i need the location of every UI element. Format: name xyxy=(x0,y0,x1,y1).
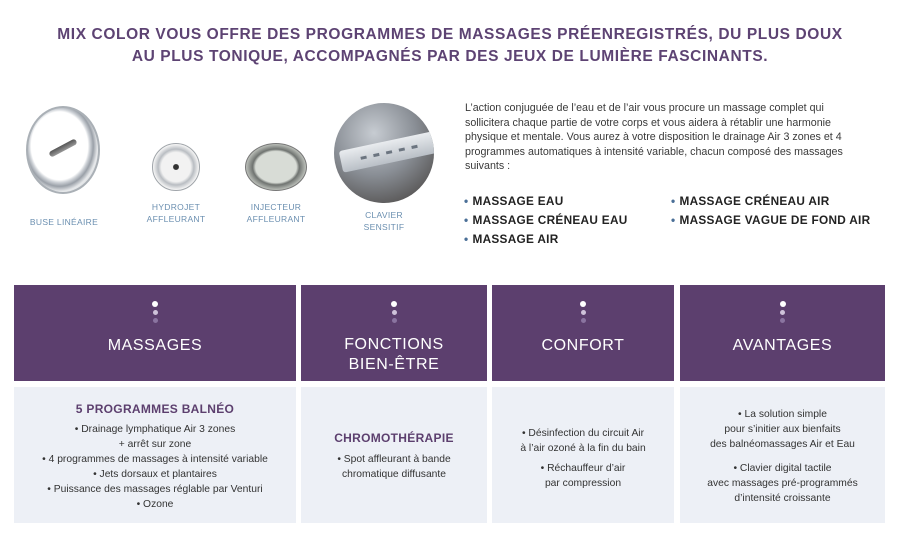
feature-images xyxy=(0,103,450,243)
column-title-2: BIEN-ÊTRE xyxy=(348,356,440,373)
column-line: • Désinfection du circuit Air xyxy=(521,428,645,439)
column-body xyxy=(14,387,296,523)
column-line: avec massages pré-programmés xyxy=(707,478,858,489)
column-line: + arrêt sur zone xyxy=(118,439,192,450)
injecteur-icon xyxy=(245,143,307,191)
column-header xyxy=(14,285,296,381)
headline xyxy=(0,24,900,68)
column-line: • Jets dorsaux et plantaires xyxy=(93,469,217,480)
feature-caption: BUSE LINÉAIRE xyxy=(29,217,99,227)
column-header xyxy=(492,285,674,381)
column-fonctions-bien-etre xyxy=(301,285,487,523)
column-line: • Spot affleurant à bande xyxy=(337,454,451,465)
hydrojet-icon xyxy=(152,143,200,191)
column-massages xyxy=(14,285,296,523)
dots-icon xyxy=(780,301,786,326)
column-title: FONCTIONS xyxy=(344,336,444,353)
feature-injecteur xyxy=(232,143,320,225)
column-line: • 4 programmes de massages à intensité variable xyxy=(42,454,268,465)
massage-item: • MASSAGE VAGUE DE FOND AIR xyxy=(671,213,871,227)
column-line: chromatique diffusante xyxy=(342,469,446,480)
feature-caption: HYDROJET AFFLEURANT xyxy=(146,202,206,224)
column-header xyxy=(301,285,487,381)
column-subtitle: 5 PROGRAMMES BALNÉO xyxy=(75,402,235,416)
column-line: par compression xyxy=(544,478,622,489)
column-line: • Puissance des massages réglable par Venturi xyxy=(47,484,263,495)
feature-caption: INJECTEUR AFFLEURANT xyxy=(246,202,306,224)
intro-paragraph: L’action conjuguée de l’eau et de l’air vous procure un massage complet qui sollicitera chaque partie de votre corps et vous aidera à rétablir une harmonie physique et mentale. Vous aurez à votre disposition le drainage Air 3 zones et 4 programmes automatiques à intensité variable, chacun composé des massages suivants : xyxy=(465,102,843,173)
column-body xyxy=(680,387,885,523)
buse-lineaire-icon xyxy=(26,106,100,194)
column-line: à l’air ozoné à la fin du bain xyxy=(520,443,646,454)
massage-item: • MASSAGE CRÉNEAU AIR xyxy=(671,194,830,208)
column-body xyxy=(492,387,674,523)
column-line: • Ozone xyxy=(136,499,174,510)
column-line: • La solution simple xyxy=(738,409,827,420)
column-header xyxy=(680,285,885,381)
column-subtitle: CHROMOTHÉRAPIE xyxy=(334,431,454,445)
massage-item: • MASSAGE CRÉNEAU EAU xyxy=(464,213,628,227)
headline-line-2: AU PLUS TONIQUE, ACCOMPAGNÉS PAR DES JEUX DE LUMIÈRE FASCINANTS. xyxy=(131,48,769,65)
massage-item: • MASSAGE EAU xyxy=(464,194,564,208)
massage-item: • MASSAGE AIR xyxy=(464,232,559,246)
column-title: MASSAGES xyxy=(107,337,203,354)
dots-icon xyxy=(580,301,586,326)
column-title: AVANTAGES xyxy=(732,337,833,354)
feature-hydrojet xyxy=(140,143,212,225)
column-body xyxy=(301,387,487,523)
dots-icon xyxy=(152,301,158,326)
clavier-icon xyxy=(334,103,434,203)
dots-icon xyxy=(391,301,397,326)
column-line: • Drainage lymphatique Air 3 zones xyxy=(74,424,236,435)
column-line: • Clavier digital tactile xyxy=(733,463,832,474)
column-line: • Réchauffeur d’air xyxy=(540,463,626,474)
column-confort xyxy=(492,285,674,523)
column-line: des balnéomassages Air et Eau xyxy=(710,439,855,450)
feature-clavier xyxy=(332,103,436,233)
column-line: d’intensité croissante xyxy=(734,493,831,504)
feature-caption: CLAVIER SENSITIF xyxy=(363,210,405,232)
column-line: pour s’initier aux bienfaits xyxy=(724,424,841,435)
column-avantages xyxy=(680,285,885,523)
column-title: CONFORT xyxy=(541,337,625,354)
feature-buse-lineaire xyxy=(20,106,108,228)
headline-line-1: MIX COLOR VOUS OFFRE DES PROGRAMMES DE MASSAGES PRÉENREGISTRÉS, DU PLUS DOUX xyxy=(57,26,843,43)
